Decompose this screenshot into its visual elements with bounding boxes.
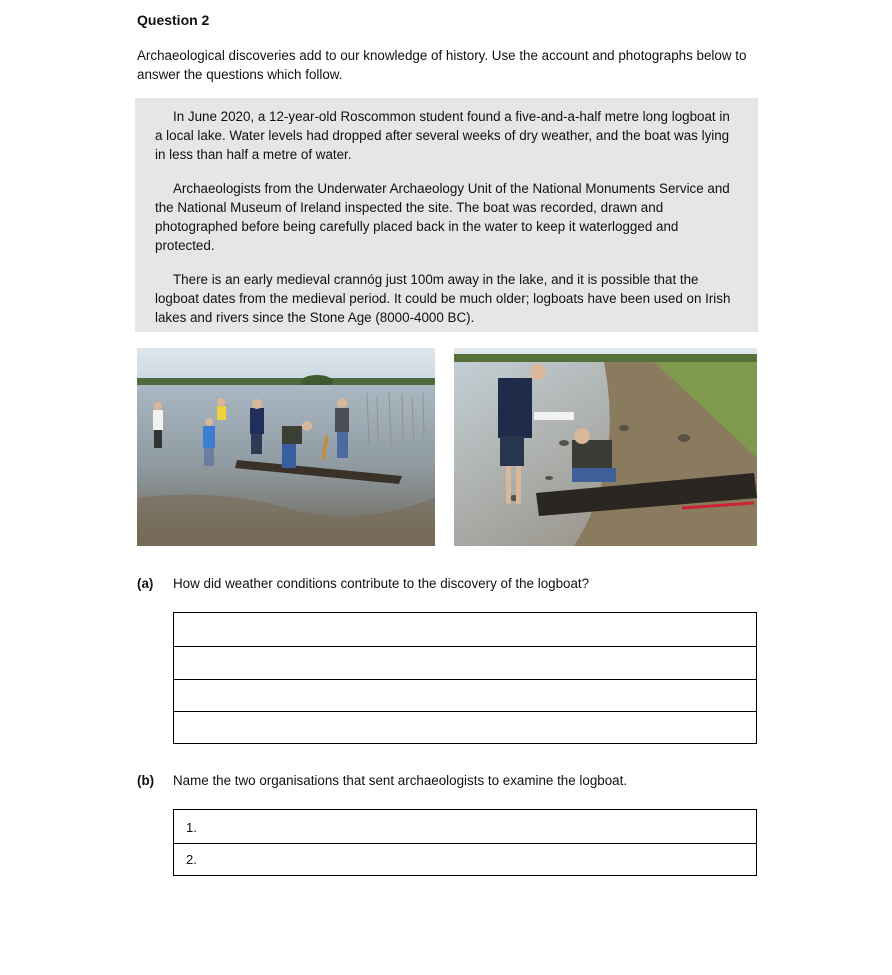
- account-box: [135, 98, 758, 332]
- part-a-question: How did weather conditions contribute to the discovery of the logboat?: [173, 576, 590, 591]
- account-paragraph-2: Archaeologists from the Underwater Archaeology Unit of the National Monuments Service and the National Museum of Ireland inspected the site. The boat was recorded, drawn and photographed before being carefully placed back in the water to keep it waterlogged and protected.: [155, 181, 730, 253]
- answer-line: [174, 843, 756, 844]
- account-paragraph-3: There is an early medieval crannóg just 100m away in the lake, and it is possible that the logboat dates from the medieval period. It could be much older; logboats have been used on Irish lakes and rivers since the Stone Age (8000-4000 BC).: [155, 272, 731, 325]
- photo-lake-group: [137, 348, 435, 546]
- photo-logboat-closeup: [454, 348, 757, 546]
- part-b-question: Name the two organisations that sent archaeologists to examine the logboat.: [173, 773, 628, 788]
- answer-line: [174, 679, 756, 680]
- account-paragraph-1: In June 2020, a 12-year-old Roscommon student found a five-and-a-half metre long logboat in a local lake. Water levels had dropped after several weeks of dry weather, and the boat was lying in less than half a metre of water.: [155, 109, 730, 162]
- part-b-answer-box[interactable]: [173, 809, 757, 876]
- question-title: Question 2: [137, 12, 210, 28]
- part-a-letter: (a): [137, 576, 154, 591]
- part-b-letter: (b): [137, 773, 155, 788]
- intro-text: Archaeological discoveries add to our knowledge of history. Use the account and photographs below to answer the questions which follow.: [137, 48, 747, 82]
- answer-number-2: 2.: [186, 852, 197, 867]
- answer-number-1: 1.: [186, 820, 197, 835]
- answer-line: [174, 711, 756, 712]
- answer-line: [174, 646, 756, 647]
- part-a-answer-box[interactable]: [173, 612, 757, 744]
